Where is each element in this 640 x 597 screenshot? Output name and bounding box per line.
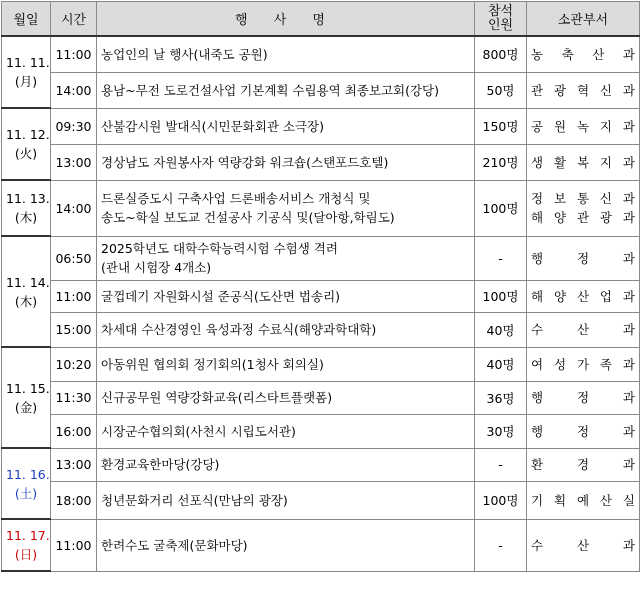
department-char: 신 — [599, 191, 612, 206]
date-label: 11. 13. — [6, 191, 50, 206]
department-name — [531, 208, 635, 227]
department-char: 족 — [599, 356, 612, 372]
department-name — [531, 536, 635, 555]
department-char: 과 — [622, 250, 635, 266]
weekday-label: (土) — [14, 485, 38, 501]
department-char: 과 — [622, 356, 635, 372]
department-char: 과 — [622, 191, 635, 206]
department-char: 기 — [531, 492, 544, 508]
department-cell — [527, 481, 640, 519]
table-row — [2, 312, 640, 347]
department-char: 공 — [531, 118, 544, 134]
department-name — [531, 189, 635, 208]
event-name: 한려수도 굴축제(문화마당) — [101, 537, 248, 553]
header-time: 시간 — [51, 2, 97, 37]
department-char: 환 — [531, 457, 544, 472]
weekday-label: (月) — [14, 74, 38, 89]
department-char: 보 — [553, 191, 567, 206]
department-cell — [527, 519, 640, 571]
header-date: 월일 — [2, 2, 51, 37]
header-event — [97, 2, 475, 37]
event-name: 용남~무전 도로건설사업 기본계획 수립용역 최종보고회(강당) — [101, 82, 439, 98]
department-char: 수 — [531, 322, 544, 337]
department-char: 성 — [553, 356, 567, 372]
event-cell — [97, 414, 475, 448]
time-cell: 06:50 — [51, 236, 97, 280]
department-char: 실 — [622, 492, 635, 508]
department-char: 산 — [592, 46, 605, 62]
event-name: 아동위원 협의회 정기회의(1청사 회의실) — [101, 356, 324, 372]
department-name — [531, 45, 635, 64]
event-name: 농업인의 날 행사(내죽도 공원) — [101, 46, 268, 62]
event-cell — [97, 72, 475, 108]
attendees-cell: - — [475, 448, 527, 481]
date-label: 11. 14. — [6, 274, 50, 290]
department-char: 예 — [576, 492, 590, 508]
department-cell — [527, 180, 640, 236]
department-char: 녹 — [576, 118, 590, 134]
department-char: 정 — [576, 423, 590, 439]
event-name: 경상남도 자원봉사자 역량강화 워크숍(스탠포드호텔) — [101, 154, 389, 170]
date-cell — [2, 36, 51, 108]
department-name — [531, 422, 635, 441]
department-char: 과 — [622, 457, 635, 472]
date-cell — [2, 519, 51, 571]
event-cell — [97, 36, 475, 72]
table-row — [2, 414, 640, 448]
header-row — [2, 2, 640, 37]
attendees-cell: 36명 — [475, 381, 527, 414]
event-cell — [97, 280, 475, 312]
department-name — [531, 355, 635, 374]
event-cell — [97, 481, 475, 519]
date-label: 11. 16. — [6, 466, 50, 482]
department-char: 원 — [553, 118, 567, 134]
department-char: 여 — [531, 356, 544, 372]
event-cell — [97, 347, 475, 381]
department-char: 지 — [599, 118, 612, 134]
weekday-label: (金) — [14, 399, 38, 415]
department-char: 활 — [553, 154, 567, 170]
department-char: 정 — [576, 390, 590, 405]
department-char: 관 — [531, 82, 544, 98]
department-char: 행 — [531, 423, 544, 439]
attendees-cell: 150명 — [475, 108, 527, 144]
date-cell — [2, 347, 51, 448]
department-char: 복 — [576, 154, 590, 170]
date-cell — [2, 448, 51, 519]
weekday-label: (火) — [14, 146, 38, 161]
table-row — [2, 347, 640, 381]
weekday-label: (木) — [14, 293, 38, 309]
event-name: 2025학년도 대학수학능력시험 수험생 격려 — [101, 241, 338, 256]
department-cell — [527, 108, 640, 144]
department-cell — [527, 236, 640, 280]
department-name — [531, 388, 635, 407]
department-char: 가 — [576, 356, 590, 372]
department-char: 축 — [561, 46, 574, 62]
department-char: 과 — [622, 82, 635, 98]
header-event-label: 행 사 명 — [235, 13, 336, 28]
department-char: 생 — [531, 154, 544, 170]
department-char: 과 — [622, 537, 635, 553]
date-label: 11. 17. — [6, 528, 50, 543]
time-cell: 11:30 — [51, 381, 97, 414]
event-name: 차세대 수산경영인 육성과정 수료식(해양과학대학) — [101, 322, 377, 337]
department-name — [531, 249, 635, 268]
department-name — [531, 153, 635, 172]
department-char: 과 — [622, 118, 635, 134]
department-char: 관 — [576, 210, 590, 225]
time-cell: 15:00 — [51, 312, 97, 347]
department-char: 과 — [622, 390, 635, 405]
department-char: 행 — [531, 250, 544, 266]
event-name: 환경교육한마당(강당) — [101, 457, 220, 472]
event-name: 시장군수협의회(사천시 시립도서관) — [101, 423, 296, 439]
time-cell: 11:00 — [51, 519, 97, 571]
department-char: 지 — [599, 154, 612, 170]
department-char: 경 — [576, 457, 590, 472]
time-cell: 16:00 — [51, 414, 97, 448]
header-attendees — [475, 2, 527, 37]
department-char: 수 — [531, 537, 544, 553]
department-char: 신 — [599, 82, 612, 98]
department-char: 해 — [531, 210, 544, 225]
table-row — [2, 448, 640, 481]
department-cell — [527, 144, 640, 180]
table-row — [2, 144, 640, 180]
department-char: 과 — [622, 210, 635, 225]
event-cell — [97, 519, 475, 571]
time-cell: 10:20 — [51, 347, 97, 381]
department-char: 과 — [622, 322, 635, 337]
department-char: 정 — [576, 250, 590, 266]
event-cell — [97, 312, 475, 347]
department-char: 산 — [576, 322, 590, 337]
schedule-body — [2, 36, 640, 571]
department-char: 양 — [553, 288, 567, 304]
department-char: 광 — [599, 210, 612, 225]
event-name: 청년문화거리 선포식(만남의 광장) — [101, 492, 288, 508]
time-cell: 13:00 — [51, 144, 97, 180]
table-row — [2, 180, 640, 236]
time-cell: 09:30 — [51, 108, 97, 144]
attendees-cell: 40명 — [475, 347, 527, 381]
time-cell: 18:00 — [51, 481, 97, 519]
event-cell — [97, 180, 475, 236]
department-char: 통 — [576, 191, 590, 206]
time-cell: 14:00 — [51, 180, 97, 236]
date-cell — [2, 108, 51, 180]
time-cell: 11:00 — [51, 36, 97, 72]
department-cell — [527, 72, 640, 108]
date-label: 11. 15. — [6, 380, 50, 396]
department-char: 과 — [622, 288, 635, 304]
event-name: 드론실증도시 구축사업 드론배송서비스 개청식 및 — [101, 191, 371, 206]
department-cell — [527, 347, 640, 381]
department-char: 산 — [576, 288, 590, 304]
attendees-cell: 30명 — [475, 414, 527, 448]
department-name — [531, 491, 635, 510]
schedule-table — [1, 1, 640, 572]
table-row — [2, 36, 640, 72]
event-name: (관내 시험장 4개소) — [101, 260, 212, 275]
department-char: 산 — [576, 537, 590, 553]
header-attendees-line1: 참석 — [487, 3, 514, 19]
department-char: 광 — [553, 82, 567, 98]
department-char: 해 — [531, 288, 544, 304]
attendees-cell: 40명 — [475, 312, 527, 347]
event-cell — [97, 381, 475, 414]
department-cell — [527, 36, 640, 72]
attendees-cell: - — [475, 236, 527, 280]
department-char: 과 — [622, 46, 635, 62]
department-char: 양 — [553, 210, 567, 225]
table-row — [2, 481, 640, 519]
weekday-label: (日) — [14, 547, 38, 562]
event-name: 산불감시원 발대식(시민문화회관 소극장) — [101, 118, 324, 134]
date-label: 11. 11. — [6, 55, 50, 70]
table-row — [2, 72, 640, 108]
department-char: 산 — [599, 492, 612, 508]
table-row — [2, 108, 640, 144]
table-row — [2, 381, 640, 414]
department-char: 과 — [622, 154, 635, 170]
department-char: 농 — [531, 46, 544, 62]
department-char: 행 — [531, 390, 544, 405]
department-cell — [527, 280, 640, 312]
department-name — [531, 320, 635, 339]
date-cell — [2, 180, 51, 236]
event-name: 신규공무원 역량강화교육(리스타트플랫폼) — [101, 390, 333, 405]
table-row — [2, 280, 640, 312]
attendees-cell: 100명 — [475, 481, 527, 519]
attendees-cell: 210명 — [475, 144, 527, 180]
date-label: 11. 12. — [6, 127, 50, 142]
event-cell — [97, 236, 475, 280]
header-department: 소관부서 — [527, 2, 640, 37]
time-cell: 13:00 — [51, 448, 97, 481]
event-cell — [97, 448, 475, 481]
time-cell: 14:00 — [51, 72, 97, 108]
department-char: 과 — [622, 423, 635, 439]
department-cell — [527, 448, 640, 481]
attendees-cell: - — [475, 519, 527, 571]
department-name — [531, 117, 635, 136]
department-name — [531, 81, 635, 100]
event-name: 송도~학실 보도교 건설공사 기공식 및(달아항,학림도) — [101, 210, 395, 225]
department-cell — [527, 381, 640, 414]
attendees-cell: 50명 — [475, 72, 527, 108]
attendees-cell: 100명 — [475, 180, 527, 236]
event-cell — [97, 144, 475, 180]
department-cell — [527, 414, 640, 448]
weekday-label: (木) — [14, 210, 38, 225]
department-char: 획 — [553, 492, 567, 508]
department-name — [531, 287, 635, 306]
attendees-cell: 100명 — [475, 280, 527, 312]
date-cell — [2, 236, 51, 347]
department-name — [531, 455, 635, 474]
department-cell — [527, 312, 640, 347]
event-name: 굴껍데기 자원화시설 준공식(도산면 법송리) — [101, 288, 341, 304]
event-cell — [97, 108, 475, 144]
time-cell: 11:00 — [51, 280, 97, 312]
department-char: 혁 — [576, 82, 590, 98]
header-attendees-line2: 인원 — [487, 17, 514, 33]
table-row — [2, 519, 640, 571]
department-char: 업 — [599, 288, 612, 304]
table-row — [2, 236, 640, 280]
department-char: 정 — [531, 191, 544, 206]
attendees-cell: 800명 — [475, 36, 527, 72]
